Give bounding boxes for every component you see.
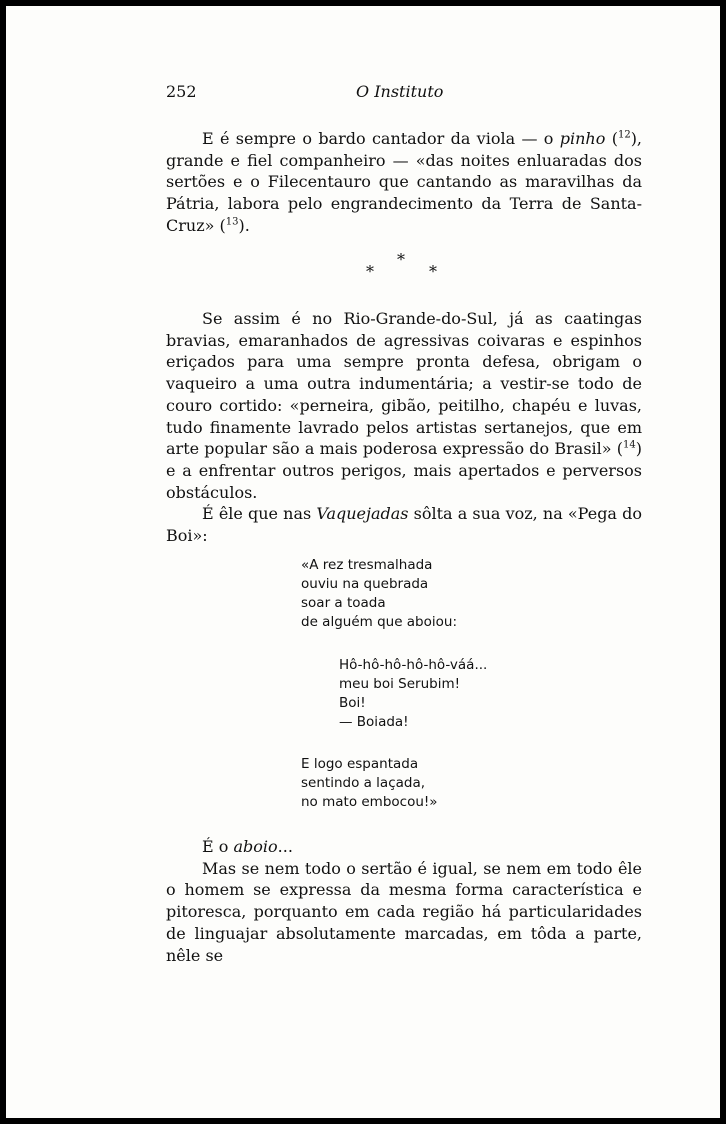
paragraph-3: É êle que nas Vaquejadas sôlta a sua voz, na «Pega do Boi»:: [166, 504, 642, 546]
footnote-ref-12: 12: [617, 129, 631, 141]
verse-stanza-3: E logo espantada sentindo a laçada, no mato embocou!»: [301, 756, 438, 810]
running-title: O Instituto: [356, 82, 444, 101]
page-number: 252: [166, 82, 197, 101]
paragraph-2-3: [166, 308, 642, 547]
aboio-term: aboio: [233, 837, 278, 856]
vaquejadas-term: Vaquejadas: [316, 504, 409, 524]
verse-stanza-1: «A rez tresmalhada ouviu na quebrada soar a toada de alguém que aboiou:: [301, 557, 458, 630]
pinho-term: pinho: [559, 129, 606, 148]
footnote-ref-14: 14: [623, 439, 636, 451]
paragraph-1: E é sempre o bardo cantador da viola — o pinho ($^{12}$), grande e fiel companheiro — «das noites enluaradas dos sertões e o Filecentauro que cantando as maravilhas da Pátria, labora pelo engrandecimento da Terra de Santa-Cruz» ($^{13}$).: [166, 129, 643, 235]
paragraph-4: É o aboio...: [202, 837, 293, 856]
verse-stanza-2: Hô-hô-hô-hô-hô-váá... meu boi Serubim! Boi! — Boiada!: [339, 657, 488, 730]
footnote-ref-13: 13: [225, 216, 239, 228]
paragraph-2: Se assim é no Rio-Grande-do-Sul, já as caatingas bravias, emaranhados de agressivas coivaras e espinhos eriçados para uma sempre pronta defesa, obrigam o vaqueiro a uma outra indumentária; a vestir-se todo de couro cortido: «perneira, gibão, peitilho, chapéu e luvas, tudo finamente lavrado pelos artistas sertanejos, que em arte popular são a mais poderosa expressão do Brasil» ($^{14}$) e a enfrentar outros perigos, mais apertados e perversos obstáculos.: [166, 309, 642, 502]
paragraph-4-5: [166, 836, 642, 966]
paragraph-5: Mas se nem todo o sertão é igual, se nem em todo êle o homem se expressa da mesma forma característica e pitoresca, porquanto em cada região há particularidades de linguajar absolutamente marcadas, em tôda a parte, nêle se: [166, 858, 642, 965]
